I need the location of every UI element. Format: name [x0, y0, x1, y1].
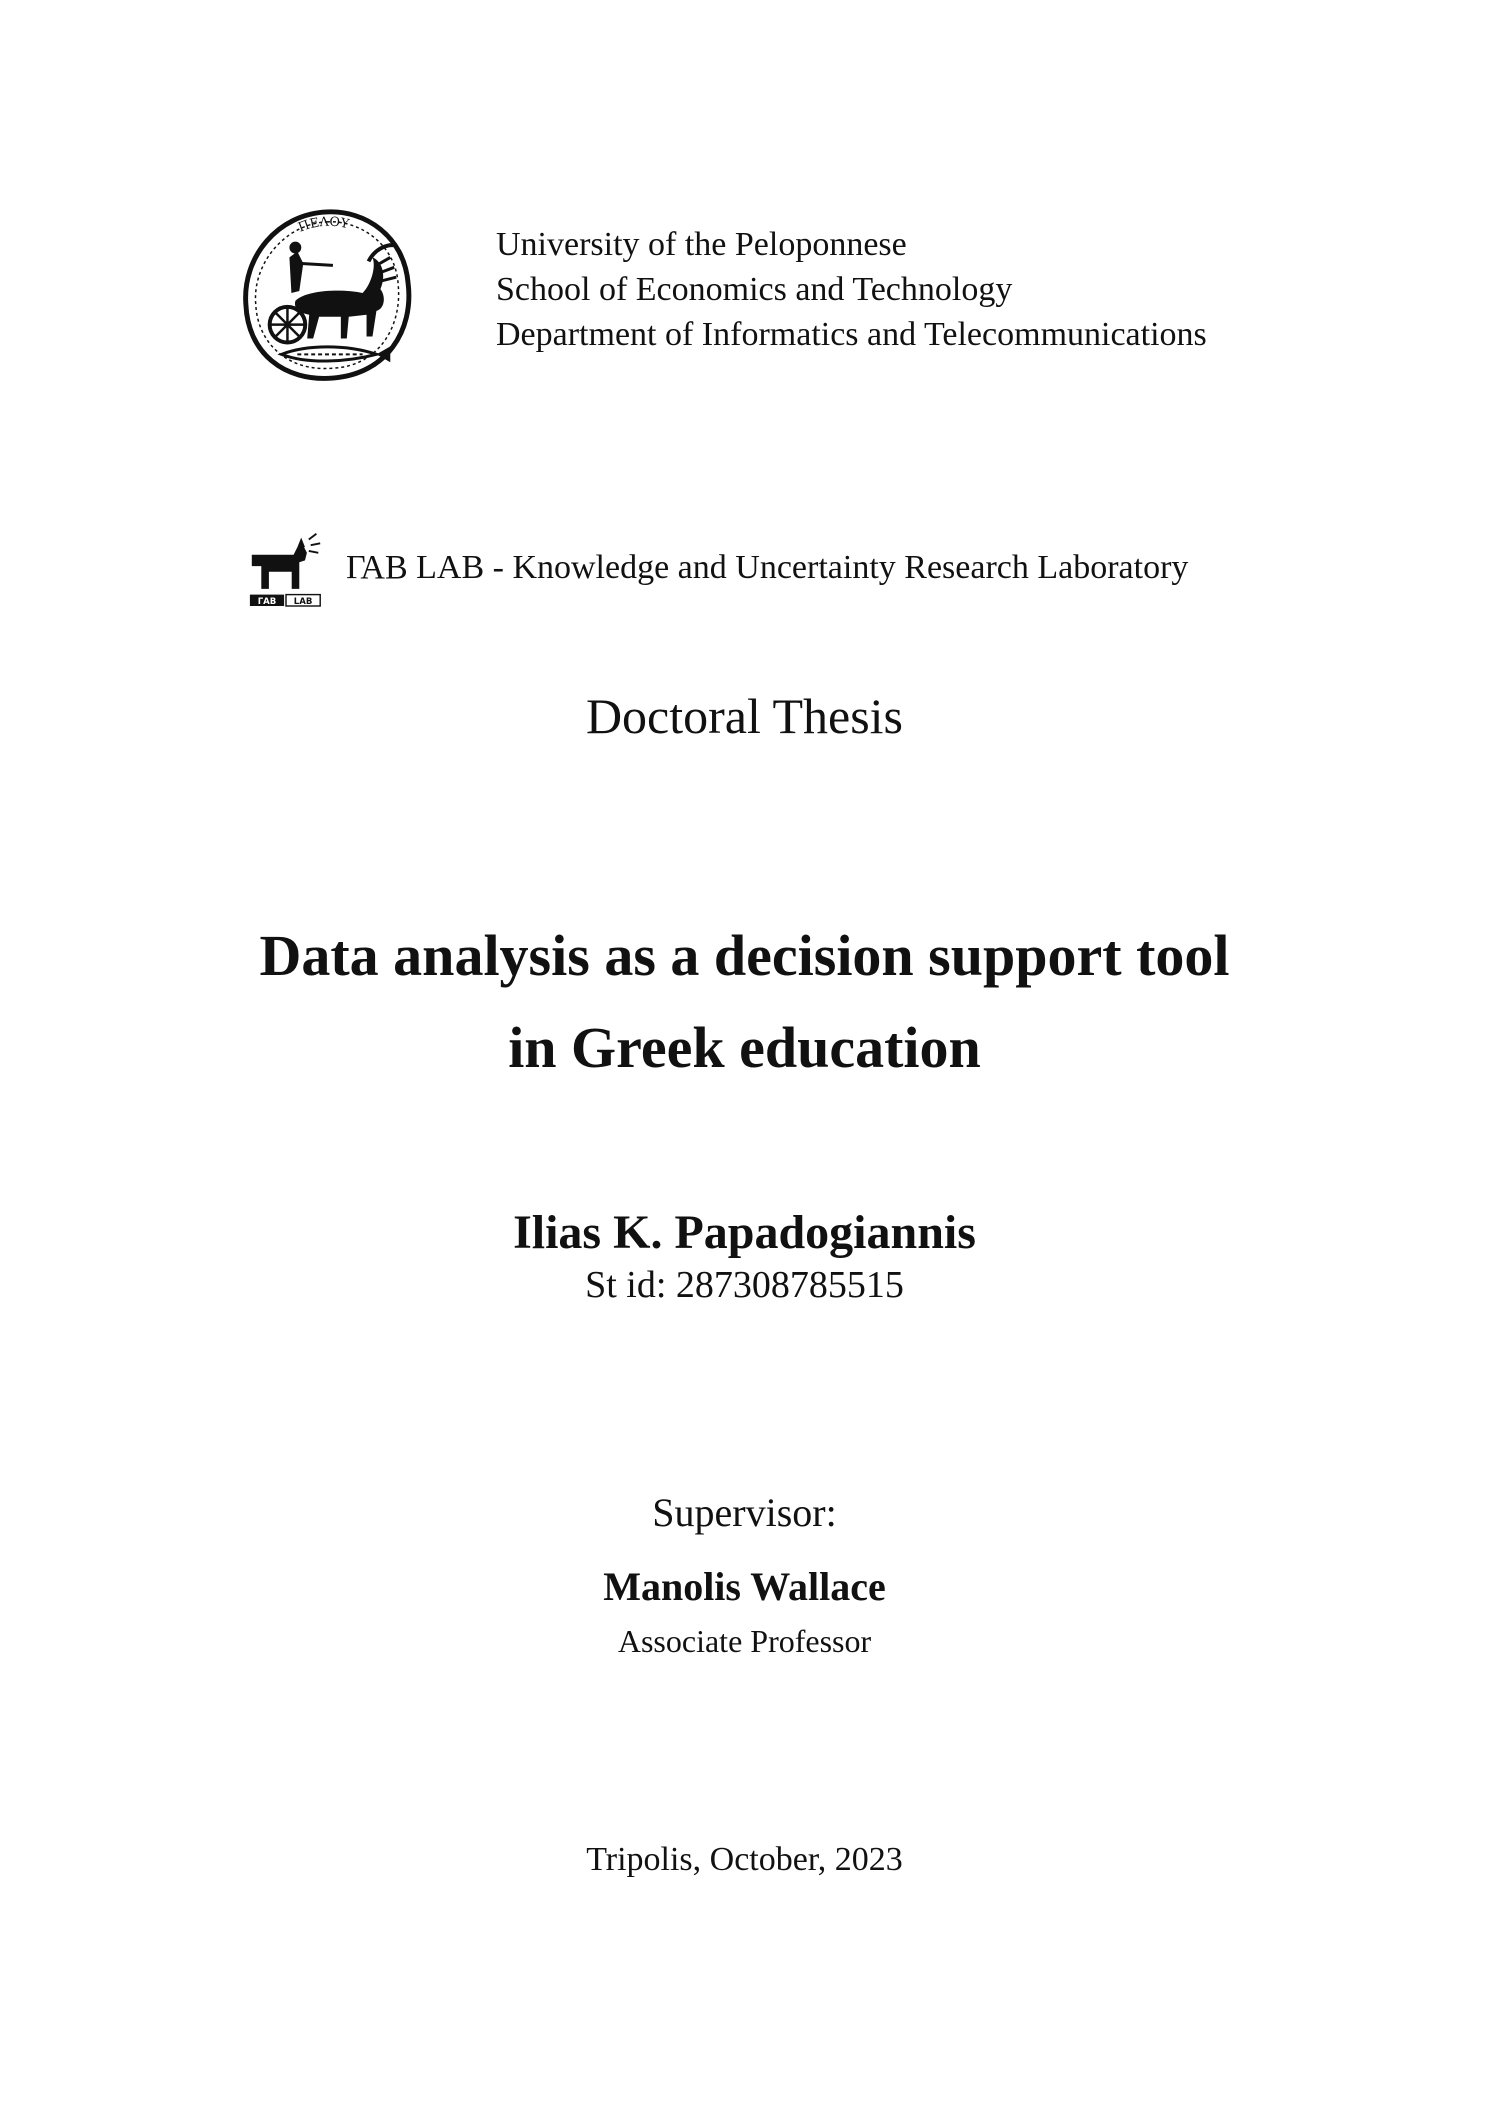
svg-text:LAB: LAB: [293, 597, 313, 608]
document-type: Doctoral Thesis: [585, 688, 904, 744]
department-name: Department of Informatics and Telecommunications: [496, 316, 1207, 353]
author-name: Ilias K. Papadogiannis: [513, 1206, 976, 1259]
svg-text:ΠΕΛΟΥ: ΠΕΛΟΥ: [296, 214, 351, 236]
supervisor-label: Supervisor:: [652, 1490, 837, 1535]
thesis-title: [0, 910, 1489, 1094]
university-name: University of the Peloponnese: [496, 226, 907, 263]
university-seal-icon: [238, 206, 416, 384]
thesis-title-line: Data analysis as a decision support tool: [259, 923, 1230, 988]
thesis-title-line: in Greek education: [508, 1015, 981, 1080]
supervisor-name: Manolis Wallace: [603, 1564, 886, 1609]
svg-text:ΓΑΒ: ΓΑΒ: [257, 597, 277, 608]
lab-name: ΓΑΒ LAB - Knowledge and Uncertainty Research Laboratory: [346, 549, 1189, 586]
place-date: Tripolis, October, 2023: [586, 1841, 903, 1878]
supervisor-title: Associate Professor: [617, 1623, 872, 1659]
gab-lab-logo-icon: [248, 528, 324, 608]
student-id: St id: 287308785515: [585, 1264, 904, 1306]
university-info: [496, 222, 1207, 357]
school-name: School of Economics and Technology: [496, 271, 1013, 308]
